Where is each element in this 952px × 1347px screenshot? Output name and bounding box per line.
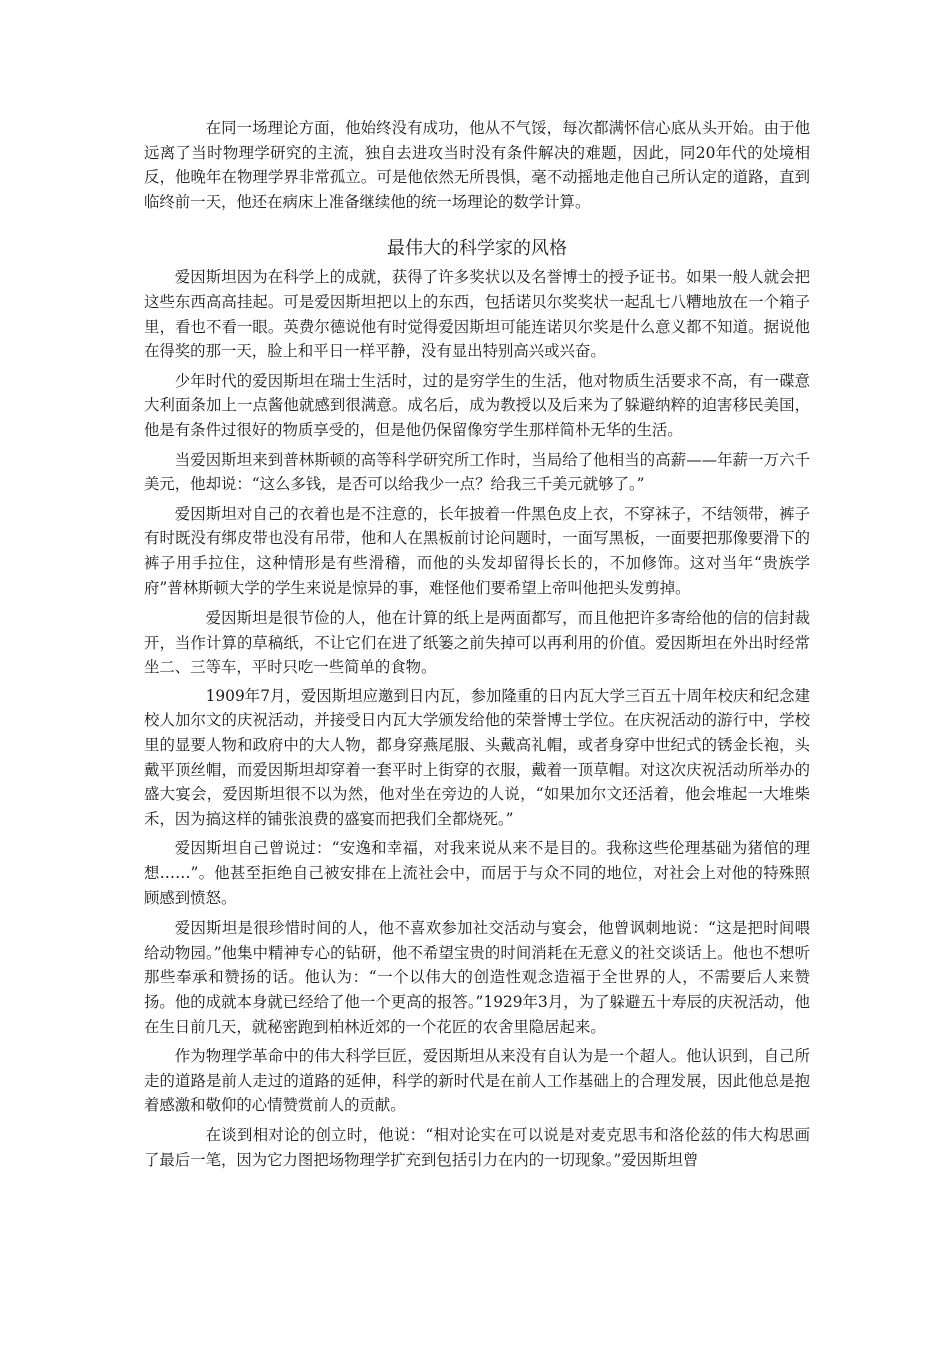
paragraph-frugal: 爱因斯坦是很节俭的人，他在计算的纸上是两面都写，而且他把许多寄给他的信的信封裁开，当作计算的草稿纸，不让它们在进了纸篓之前失掉可以再利用的价值。爱因斯坦在外出时经常坐二、三等车，平时只吃一些简单的食物。 xyxy=(144,609,810,677)
paragraph-awards: 爱因斯坦因为在科学上的成就，获得了许多奖状以及名誉博士的授予证书。如果一般人就会把这些东西高高挂起。可是爱因斯坦把以上的东西，包括诺贝尔奖奖状一起乱七八糟地放在一个箱子里，看也不看一眼。英费尔德说他有时觉得爱因斯坦可能连诺贝尔奖是什么意义都不知道。据说他在得奖的那一天，脸上和平日一样平静，没有显出特别高兴或兴奋。 xyxy=(144,268,810,361)
intro-paragraph: 在同一场理论方面，他始终没有成功，他从不气馁，每次都满怀信心底从头开始。由于他远离了当时物理学研究的主流，独自去进攻当时没有条件解决的难题，因此，同20年代的处境相反，他晚年在物理学界非常孤立。可是他依然无所畏惧，毫不动摇地走他自己所认定的道路，直到临终前一天，他还在病床上准备继续他的统一场理论的数学计算。 xyxy=(144,119,810,211)
paragraph-clothing: 爱因斯坦对自己的衣着也是不注意的，长年披着一件黑色皮上衣，不穿袜子，不结领带，裤子有时既没有绑皮带也没有吊带，他和人在黑板前讨论问题时，一面写黑板，一面要把那像要滑下的裤子用手拉住，这种情形是有些滑稽，而他的头发却留得长长的，不加修饰。这对当年“贵族学府”普林斯顿大学的学生来说是惊异的事，难怪他们要希望上帝叫他把头发剪掉。 xyxy=(144,504,810,597)
document-page xyxy=(144,116,810,1172)
paragraph-time: 爱因斯坦是很珍惜时间的人，他不喜欢参加社交活动与宴会，他曾讽刺地说：“这是把时间喂给动物园。”他集中精神专心的钻研，他不希望宝贵的时间消耗在无意义的社交谈话上。他也不想听那些奉承和赞扬的话。他认为：“一个以伟大的创造性观念造福于全世界的人，不需要后人来赞扬。他的成就本身就已经给了他一个更高的报答。”1929年3月，为了躲避五十寿辰的庆祝活动，他在生日前几天，就秘密跑到柏林近郊的一个花匠的农舍里隐居起来。 xyxy=(144,919,810,1036)
section-title: 最伟大的科学家的风格 xyxy=(387,238,567,260)
paragraph-comfort: 爱因斯坦自己曾说过：“安逸和幸福，对我来说从来不是目的。我称这些伦理基础为猪倌的理想……”。他甚至拒绝自己被安排在上流社会中，而居于与众不同的地位，对社会上对他的特殊照顾感到愤怒。 xyxy=(144,839,810,907)
paragraph-youth: 少年时代的爱因斯坦在瑞士生活时，过的是穷学生的生活，他对物质生活要求不高，有一碟意大利面条加上一点酱他就感到很满意。成名后，成为教授以及后来为了躲避纳粹的迫害移民美国，他是有条件过很好的物质享受的，但是他仍保留像穷学生那样简朴无华的生活。 xyxy=(144,371,810,439)
paragraph-geneva: 1909年7月，爱因斯坦应邀到日内瓦，参加隆重的日内瓦大学三百五十周年校庆和纪念建校人加尔文的庆祝活动，并接受日内瓦大学颁发给他的荣誉博士学位。在庆祝活动的游行中，学校里的显要人物和政府中的大人物，都身穿燕尾服、头戴高礼帽，或者身穿中世纪式的锈金长袍，头戴平顶丝帽，而爱因斯坦却穿着一套平时上街穿的衣服，戴着一顶草帽。对这次庆祝活动所举办的盛大宴会，爱因斯坦很不以为然，他对坐在旁边的人说，“如果加尔文还活着，他会堆起一大堆柴禾，因为搞这样的铺张浪费的盛宴而把我们全都烧死。” xyxy=(144,686,810,828)
paragraph-salary: 当爱因斯坦来到普林斯顿的高等科学研究所工作时，当局给了他相当的高薪——年薪一万六千美元，他却说：“这么多钱，是否可以给我少一点？给我三千美元就够了。” xyxy=(144,450,810,494)
paragraph-relativity: 在谈到相对论的创立时，他说：“相对论实在可以说是对麦克思韦和洛伦兹的伟大构思画了最后一笔，因为它力图把场物理学扩充到包括引力在内的一切现象。”爱因斯坦曾 xyxy=(144,1125,810,1169)
paragraph-humility: 作为物理学革命中的伟大科学巨匠，爱因斯坦从来没有自认为是一个超人。他认识到，自己所走的道路是前人走过的道路的延伸，科学的新时代是在前人工作基础上的合理发展，因此他总是抱着感激和敬仰的心情赞赏前人的贡献。 xyxy=(144,1047,810,1115)
